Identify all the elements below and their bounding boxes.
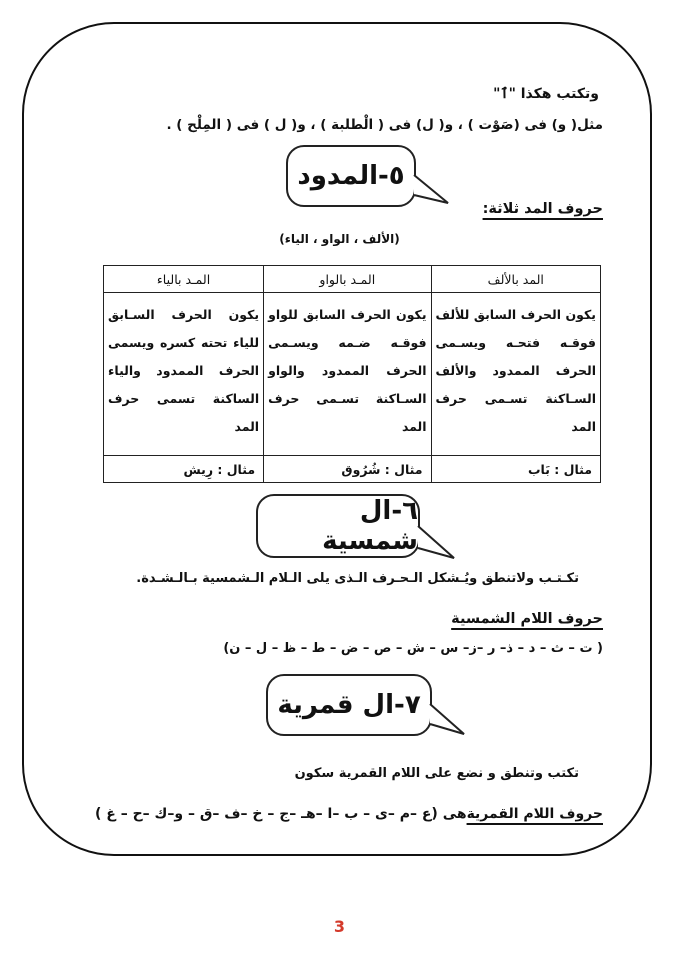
table-header: المـد بالواو [264, 266, 431, 293]
section6-description: تكـتـب ولاتنطق ويُـشكل الـحـرف الـذى يلى الـلام الـشمسية بـالـشـدة. [136, 571, 579, 586]
callout-tail [412, 173, 452, 213]
table-cell: يكون الحرف السـابق للياء تحته كسره ويسمى الحرف الممدود والياء الساكنة تسمى حرف المد [104, 293, 264, 456]
madd-table [103, 265, 601, 483]
table-cell: يكون الحرف السابق للواو فوقـه ضـمه ويسـمى الحرف الممدود والواو السـاكنة تسـمى حرف المد [264, 293, 431, 456]
section7-letters-row [95, 806, 603, 822]
page-number: 3 [333, 917, 346, 936]
section5-letters-heading: حروف المد ثلاثة: [482, 201, 603, 217]
section6-letters-heading: حروف اللام الشمسية [451, 611, 603, 627]
section6-letters-list: ( ت – ث – د – ذ– ر –ز– س – ش – ص – ض – ط – ظ – ل – ن) [223, 641, 603, 656]
write-like-line: وتكتب هكذا "ٱ" [493, 86, 599, 102]
table-header: المد بالألف [431, 266, 600, 293]
callout-tail [428, 702, 468, 744]
table-example-cell: مثال : شُرُوق [264, 456, 431, 483]
section5-title-callout [286, 145, 416, 207]
section5-letters-list: (الألف ، الواو ، الياء) [279, 232, 400, 246]
example-line: مثل( و) فى (صَوْت ) ، و( ل) فى ( الْطلبة ) ، و( ل ) فى ( المِلْح ) . [166, 117, 603, 133]
section7-title: ٧-ال قمرية [277, 690, 421, 720]
section7-description: تكتب وتنطق و نضع على اللام القمرية سكون [294, 766, 579, 781]
section7-title-callout [266, 674, 432, 736]
section5-title: ٥-المدود [297, 161, 405, 191]
table-cell: يكون الحرف السابق للألف فوقـه فتحـه ويسـمى الحرف الممدود والألف السـاكنة تسـمى حرف المد [431, 293, 600, 456]
section7-letters-heading: حروف اللام القمرية [466, 806, 603, 822]
table-example-cell: مثال : بَاب [431, 456, 600, 483]
section6-title: ٦-ال شمسية [322, 496, 418, 556]
table-example-cell: مثال : رِيش [104, 456, 264, 483]
table-header: المـد بالياء [104, 266, 264, 293]
callout-tail [416, 524, 460, 568]
section6-title-callout [256, 494, 420, 558]
section7-letters-list: هى (ع –م –ى – ب –ا –هـ –ج – خ –ف –ق – و–ك –ح – غ ) [95, 806, 467, 822]
